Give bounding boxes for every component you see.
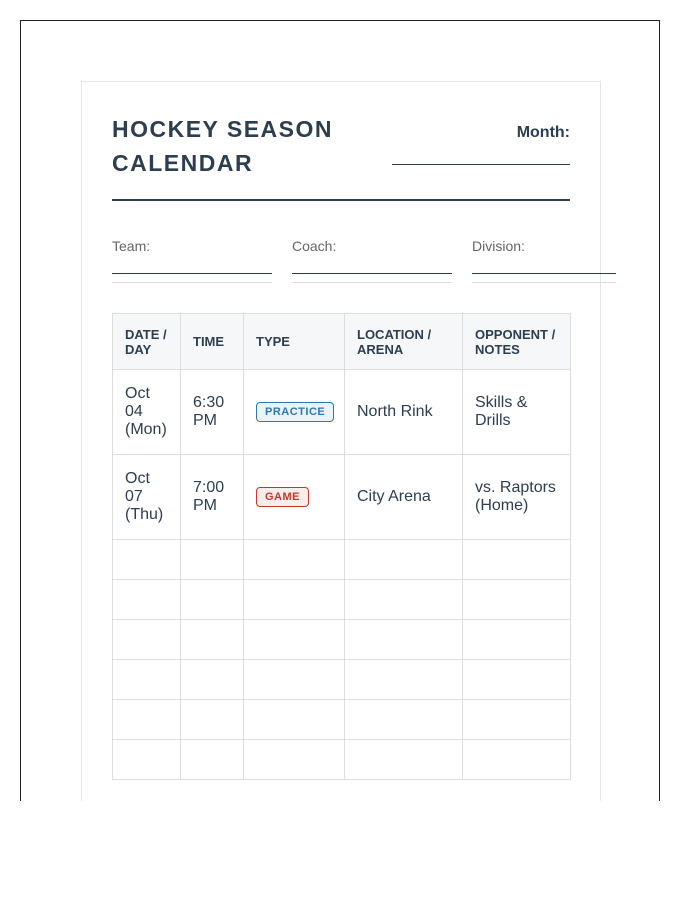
empty-cell[interactable] <box>463 740 571 780</box>
empty-cell[interactable] <box>463 700 571 740</box>
empty-row <box>113 700 571 740</box>
empty-cell[interactable] <box>181 740 244 780</box>
table-row <box>113 455 571 540</box>
empty-row <box>113 620 571 660</box>
practice-badge: PRACTICE <box>256 402 334 422</box>
empty-cell[interactable] <box>181 580 244 620</box>
empty-cell[interactable] <box>181 620 244 660</box>
empty-cell[interactable] <box>345 540 463 580</box>
empty-cell[interactable] <box>463 620 571 660</box>
empty-cell[interactable] <box>244 740 345 780</box>
empty-cell[interactable] <box>345 740 463 780</box>
empty-cell[interactable] <box>113 660 181 700</box>
empty-row <box>113 540 571 580</box>
empty-cell[interactable] <box>244 660 345 700</box>
empty-cell[interactable] <box>244 700 345 740</box>
page-title: HOCKEY SEASON CALENDAR <box>112 116 334 176</box>
column-header-location: LOCATION / ARENA <box>345 314 463 370</box>
empty-row <box>113 660 571 700</box>
empty-cell[interactable] <box>345 580 463 620</box>
empty-cell[interactable] <box>181 540 244 580</box>
time-cell[interactable]: 7:00 PM <box>181 455 244 540</box>
empty-cell[interactable] <box>113 620 181 660</box>
schedule-table <box>112 313 571 780</box>
column-header-date: DATE / DAY <box>113 314 181 370</box>
column-header-type: TYPE <box>244 314 345 370</box>
date-cell[interactable]: Oct 04 (Mon) <box>113 370 181 455</box>
empty-cell[interactable] <box>113 700 181 740</box>
coach-field-line[interactable] <box>292 273 452 283</box>
division-label: Division: <box>472 238 525 254</box>
table-header-row <box>113 314 571 370</box>
column-header-time: TIME <box>181 314 244 370</box>
empty-row <box>113 740 571 780</box>
team-field[interactable] <box>112 238 150 254</box>
month-field-line[interactable] <box>392 164 570 165</box>
notes-cell[interactable]: Skills & Drills <box>463 370 571 455</box>
date-cell[interactable]: Oct 07 (Thu) <box>113 455 181 540</box>
empty-row <box>113 580 571 620</box>
location-cell[interactable]: North Rink <box>345 370 463 455</box>
empty-cell[interactable] <box>463 660 571 700</box>
team-field-line[interactable] <box>112 273 272 283</box>
empty-cell[interactable] <box>244 620 345 660</box>
division-field[interactable] <box>472 238 525 254</box>
empty-cell[interactable] <box>345 700 463 740</box>
empty-cell[interactable] <box>244 540 345 580</box>
column-header-notes: OPPONENT / NOTES <box>463 314 571 370</box>
empty-cell[interactable] <box>345 660 463 700</box>
header-divider <box>112 199 570 201</box>
empty-cell[interactable] <box>463 540 571 580</box>
division-field-line[interactable] <box>472 273 616 283</box>
empty-cell[interactable] <box>181 660 244 700</box>
empty-cell[interactable] <box>113 540 181 580</box>
type-cell[interactable] <box>244 455 345 540</box>
type-cell[interactable] <box>244 370 345 455</box>
coach-field[interactable] <box>292 238 336 254</box>
game-badge: GAME <box>256 487 309 507</box>
empty-cell[interactable] <box>181 700 244 740</box>
team-label: Team: <box>112 238 151 254</box>
coach-label: Coach: <box>292 238 337 254</box>
time-cell[interactable]: 6:30 PM <box>181 370 244 455</box>
empty-cell[interactable] <box>345 620 463 660</box>
empty-cell[interactable] <box>113 740 181 780</box>
table-row <box>113 370 571 455</box>
empty-cell[interactable] <box>463 580 571 620</box>
notes-cell[interactable]: vs. Raptors (Home) <box>463 455 571 540</box>
month-label: Month: <box>516 124 570 141</box>
empty-cell[interactable] <box>113 580 181 620</box>
location-cell[interactable]: City Arena <box>345 455 463 540</box>
empty-cell[interactable] <box>244 580 345 620</box>
